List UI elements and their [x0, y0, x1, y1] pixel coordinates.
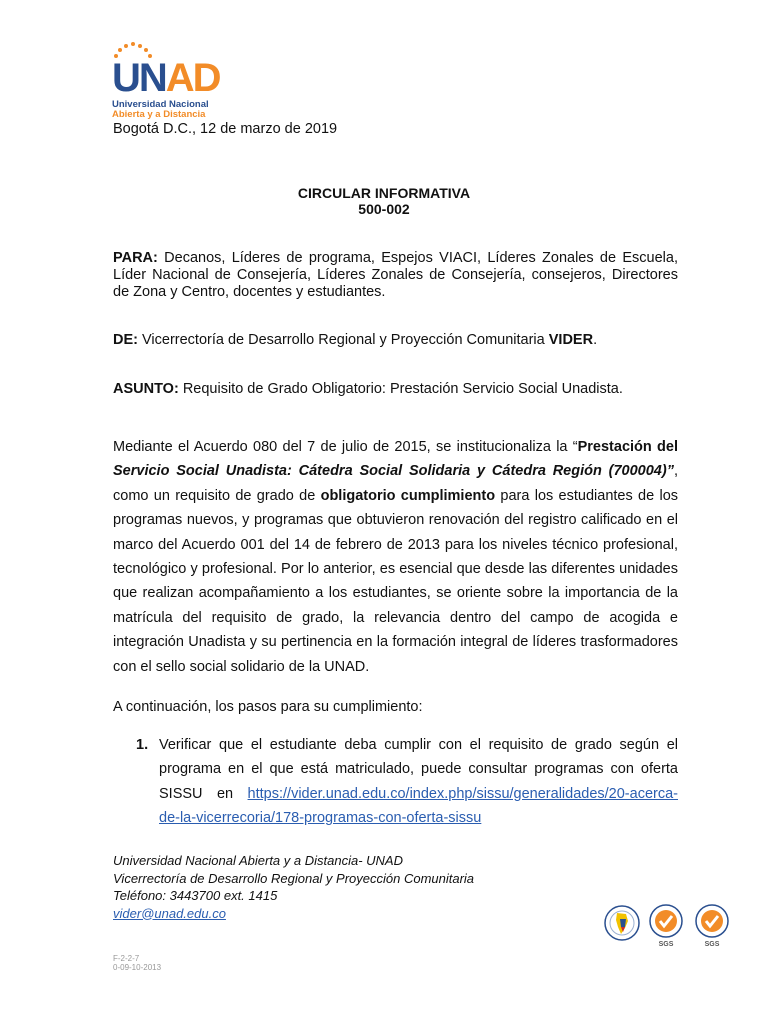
- logo-subtitle-line1: Universidad Nacional: [112, 99, 209, 110]
- body-text-1: Mediante el Acuerdo 080 del 7 de julio de 2015, se institucionaliza la “: [113, 439, 578, 455]
- sender-paragraph: [113, 332, 597, 349]
- page-footer: [113, 852, 474, 922]
- recipients-paragraph: [113, 250, 678, 301]
- body-bold-1: Prestación del: [577, 439, 678, 455]
- footer-phone: Teléfono: 3443700 ext. 1415: [113, 888, 278, 903]
- step-text-body: Verificar que el estudiante deba cumplir con el requisito de grado según el programa en el que está matriculado, puede consultar programas con oferta SISSU en: [159, 737, 678, 802]
- para-label: PARA:: [113, 250, 158, 266]
- body-paragraph: [113, 435, 678, 679]
- form-code: [113, 954, 161, 972]
- footer-university: Universidad Nacional Abierta y a Distancia- UNAD: [113, 853, 403, 868]
- body-bold-italic-1: Servicio Social Unadista: Cátedra Social Solidaria y Cátedra Región (700004)”: [113, 463, 674, 480]
- body-text-2: , como un requisito de grado de: [113, 463, 678, 504]
- colombia-seal-icon: [605, 906, 639, 940]
- body-bold-2: obligatorio cumplimiento: [320, 487, 496, 504]
- steps-intro: A continuación, los pasos para su cumplimiento:: [113, 699, 423, 715]
- sissu-programs-link[interactable]: https://vider.unad.edu.co/index.php/sissu/generalidades/20-acerca-de-la-vicerrecoria/178-programas-con-oferta-sissu: [159, 785, 678, 827]
- unad-logo: [112, 42, 222, 122]
- para-text: Decanos, Líderes de programa, Espejos VIACI, Líderes Zonales de Escuela, Líder Nacional de Consejería, Líderes Zonales de Consejería, consejeros, Directores de Zona y Centro, docentes y estudiantes.: [113, 250, 678, 300]
- de-bold-end: VIDER: [548, 332, 594, 348]
- de-label: DE:: [113, 332, 138, 348]
- logo-wordmark-un: UN: [112, 56, 166, 100]
- subject-paragraph: [113, 381, 623, 398]
- body-text-3: para los estudiantes de los programas nuevos, y programas que obtuvieron renovación del registro calificado en el marco del Acuerdo 001 del 14 de febrero de 2013 para los niveles técnico profesional, tecnológico y profesional. Por lo anterior, es esencial que desde las diferentes unidades que realizan acompañamiento a los estudiantes, se oriente sobre la importancia de la matrícula del requisito de grado, la relevancia dentro del campo de acogida e integración Unadista y su pertinencia en la formación integral de líderes trasformadores con el sello social solidario de la UNAD.: [113, 487, 679, 675]
- sgs-seal-icon: [650, 905, 682, 948]
- sgs-label-2: SGS: [704, 941, 720, 948]
- footer-department: Vicerrectoría de Desarrollo Regional y Proyección Comunitaria: [113, 870, 475, 886]
- logo-subtitle-line2: Abierta y a Distancia: [112, 109, 206, 120]
- title-code: 500-002: [358, 201, 410, 217]
- step-number: 1.: [136, 737, 149, 753]
- logo-wordmark: [112, 56, 220, 100]
- form-code-line2: 0-09-10-2013: [113, 963, 162, 972]
- document-date: Bogotá D.C., 12 de marzo de 2019: [113, 121, 338, 137]
- sgs-seal-icon: [696, 905, 728, 948]
- document-title: [0, 185, 768, 217]
- footer-email-link[interactable]: vider@unad.edu.co: [113, 905, 226, 921]
- asunto-text: Requisito de Grado Obligatorio: Prestación Servicio Social Unadista.: [178, 381, 623, 397]
- certification-seals: [604, 897, 736, 949]
- asunto-label: ASUNTO:: [113, 381, 179, 397]
- logo-wordmark-ad: AD: [165, 56, 220, 100]
- de-end: .: [593, 332, 598, 348]
- step-text: [159, 733, 678, 831]
- de-text: Vicerrectoría de Desarrollo Regional y Proyección Comunitaria: [137, 332, 549, 348]
- form-code-line1: F-2-2-7: [113, 954, 140, 963]
- sgs-label-1: SGS: [658, 941, 674, 948]
- title-line1: CIRCULAR INFORMATIVA: [297, 185, 471, 201]
